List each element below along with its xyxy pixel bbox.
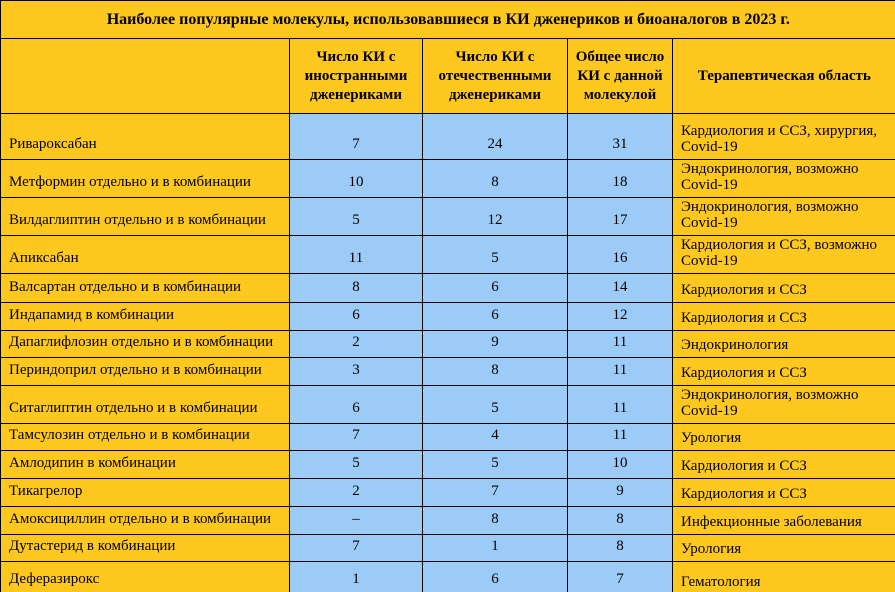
foreign-ki-count: 11	[290, 236, 423, 274]
title-row	[1, 1, 895, 39]
therapeutic-area: Кардиология и ССЗ	[673, 303, 895, 331]
therapeutic-area: Кардиология и ССЗ, хирургия, Covid-19	[673, 114, 895, 160]
foreign-ki-count: 1	[290, 562, 423, 592]
header-domestic-ki: Число КИ с отечественными дженериками	[423, 39, 568, 114]
table-row	[1, 331, 895, 358]
total-ki-count: 14	[568, 274, 673, 303]
domestic-ki-count: 5	[423, 451, 568, 479]
table-row	[1, 424, 895, 451]
table-row	[1, 198, 895, 236]
foreign-ki-count: 6	[290, 303, 423, 331]
molecule-name: Дутастерид в комбинации	[1, 535, 290, 562]
molecule-name: Вилдаглиптин отдельно и в комбинации	[1, 198, 290, 236]
table-title: Наиболее популярные молекулы, использовавшиеся в КИ дженериков и биоаналогов в 2023 г.	[1, 1, 895, 39]
table-row	[1, 507, 895, 535]
total-ki-count: 7	[568, 562, 673, 592]
domestic-ki-count: 4	[423, 424, 568, 451]
foreign-ki-count: 7	[290, 424, 423, 451]
therapeutic-area: Урология	[673, 535, 895, 562]
molecule-name: Амлодипин в комбинации	[1, 451, 290, 479]
foreign-ki-count: 2	[290, 331, 423, 358]
foreign-ki-count: 8	[290, 274, 423, 303]
table-row	[1, 479, 895, 507]
foreign-ki-count: 5	[290, 451, 423, 479]
foreign-ki-count: 7	[290, 535, 423, 562]
foreign-ki-count: 3	[290, 358, 423, 386]
table-row	[1, 236, 895, 274]
total-ki-count: 17	[568, 198, 673, 236]
domestic-ki-count: 8	[423, 358, 568, 386]
total-ki-count: 11	[568, 424, 673, 451]
domestic-ki-count: 5	[423, 386, 568, 424]
therapeutic-area: Эндокринология, возможно Covid-19	[673, 160, 895, 198]
domestic-ki-count: 6	[423, 274, 568, 303]
table-row	[1, 535, 895, 562]
molecule-name: Ситаглиптин отдельно и в комбинации	[1, 386, 290, 424]
foreign-ki-count: 6	[290, 386, 423, 424]
header-foreign-ki: Число КИ с иностранными дженериками	[290, 39, 423, 114]
domestic-ki-count: 6	[423, 303, 568, 331]
molecule-name: Валсартан отдельно и в комбинации	[1, 274, 290, 303]
therapeutic-area: Кардиология и ССЗ	[673, 274, 895, 303]
domestic-ki-count: 24	[423, 114, 568, 160]
therapeutic-area: Кардиология и ССЗ, возможно Covid-19	[673, 236, 895, 274]
total-ki-count: 11	[568, 386, 673, 424]
foreign-ki-count: 10	[290, 160, 423, 198]
therapeutic-area: Гематология	[673, 562, 895, 592]
domestic-ki-count: 5	[423, 236, 568, 274]
total-ki-count: 10	[568, 451, 673, 479]
therapeutic-area: Кардиология и ССЗ	[673, 451, 895, 479]
domestic-ki-count: 1	[423, 535, 568, 562]
molecule-name: Дапаглифлозин отдельно и в комбинации	[1, 331, 290, 358]
foreign-ki-count: –	[290, 507, 423, 535]
molecule-name: Апиксабан	[1, 236, 290, 274]
total-ki-count: 9	[568, 479, 673, 507]
domestic-ki-count: 8	[423, 160, 568, 198]
molecule-name: Деферазирокс	[1, 562, 290, 592]
therapeutic-area: Кардиология и ССЗ	[673, 358, 895, 386]
header-molecule	[1, 39, 290, 114]
total-ki-count: 11	[568, 331, 673, 358]
table-row	[1, 114, 895, 160]
table-row	[1, 451, 895, 479]
total-ki-count: 18	[568, 160, 673, 198]
table-row	[1, 358, 895, 386]
domestic-ki-count: 9	[423, 331, 568, 358]
header-row	[1, 39, 895, 114]
therapeutic-area: Урология	[673, 424, 895, 451]
domestic-ki-count: 6	[423, 562, 568, 592]
molecule-name: Амоксициллин отдельно и в комбинации	[1, 507, 290, 535]
header-total-ki: Общее число КИ с данной молекулой	[568, 39, 673, 114]
total-ki-count: 16	[568, 236, 673, 274]
total-ki-count: 8	[568, 507, 673, 535]
therapeutic-area: Инфекционные заболевания	[673, 507, 895, 535]
table-row	[1, 303, 895, 331]
foreign-ki-count: 5	[290, 198, 423, 236]
foreign-ki-count: 7	[290, 114, 423, 160]
therapeutic-area: Кардиология и ССЗ	[673, 479, 895, 507]
total-ki-count: 11	[568, 358, 673, 386]
molecule-name: Периндоприл отдельно и в комбинации	[1, 358, 290, 386]
table-row	[1, 562, 895, 592]
table-row	[1, 386, 895, 424]
molecule-name: Метформин отдельно и в комбинации	[1, 160, 290, 198]
therapeutic-area: Эндокринология, возможно Covid-19	[673, 198, 895, 236]
total-ki-count: 12	[568, 303, 673, 331]
molecule-name: Тамсулозин отдельно и в комбинации	[1, 424, 290, 451]
molecule-name: Тикагрелор	[1, 479, 290, 507]
table-row	[1, 160, 895, 198]
domestic-ki-count: 12	[423, 198, 568, 236]
header-therapeutic-area: Терапевтическая область	[673, 39, 895, 114]
table-row	[1, 274, 895, 303]
molecule-name: Ривароксабан	[1, 114, 290, 160]
foreign-ki-count: 2	[290, 479, 423, 507]
molecule-name: Индапамид в комбинации	[1, 303, 290, 331]
total-ki-count: 8	[568, 535, 673, 562]
therapeutic-area: Эндокринология, возможно Covid-19	[673, 386, 895, 424]
therapeutic-area: Эндокринология	[673, 331, 895, 358]
domestic-ki-count: 7	[423, 479, 568, 507]
domestic-ki-count: 8	[423, 507, 568, 535]
total-ki-count: 31	[568, 114, 673, 160]
